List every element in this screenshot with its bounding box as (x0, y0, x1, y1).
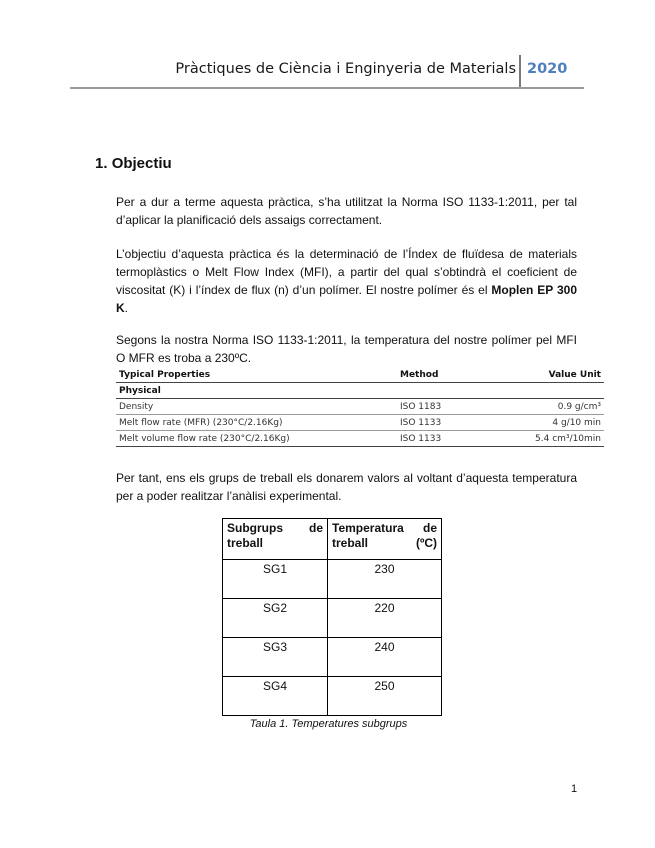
header-year: 2020 (527, 61, 568, 77)
polymer-name: Moplen EP 300 K (116, 283, 577, 315)
header-subgroups: Subgrups de treball (223, 519, 328, 560)
table-row (223, 599, 442, 638)
paragraph-3: Segons la nostra Norma ISO 1133-1:2011, la temperatura del nostre polímer pel MFI O MFR es troba a 230ºC. (116, 333, 577, 365)
property-method: ISO 1133 (397, 415, 503, 431)
property-name: Density (116, 399, 397, 415)
table-row (116, 399, 604, 415)
header-rule (70, 87, 584, 89)
property-value: 0.9 g/cm³ (503, 399, 604, 415)
table-row (223, 638, 442, 677)
subgroup-cell: SG2 (223, 599, 328, 638)
table-row (116, 431, 604, 447)
header-title: Pràctiques de Ciència i Enginyeria de Materials (175, 61, 516, 77)
properties-group-row (116, 383, 604, 399)
header-separator (519, 55, 521, 88)
table-caption: Taula 1. Temperatures subgrups (249, 718, 408, 730)
temperature-cell: 240 (328, 638, 442, 677)
table-row (223, 677, 442, 716)
table-row (116, 415, 604, 431)
properties-header-row (116, 367, 604, 383)
properties-header-property: Typical Properties (116, 367, 397, 383)
property-value: 5.4 cm³/10min (503, 431, 604, 447)
property-method: ISO 1133 (397, 431, 503, 447)
subgroup-cell: SG4 (223, 677, 328, 716)
paragraph-4: Per tant, ens els grups de treball els donarem valors al voltant d’aquesta temperatura per a poder realitzar l’anàlisi experimental. (116, 471, 577, 503)
typical-properties-table (116, 367, 604, 447)
section-number: 1. (95, 155, 108, 172)
temperature-cell: 220 (328, 599, 442, 638)
subgroup-cell: SG1 (223, 560, 328, 599)
paragraph-1: Per a dur a terme aquesta pràctica, s’ha utilitzat la Norma ISO 1133-1:2011, per tal d’aplicar la planificació dels assaigs correctament. (116, 195, 577, 227)
paragraph-2-end: . (124, 301, 129, 315)
properties-header-value: Value Unit (503, 367, 604, 383)
section-heading (95, 155, 172, 172)
property-value: 4 g/10 min (503, 415, 604, 431)
temperature-header-row (223, 519, 442, 560)
temperature-cell: 250 (328, 677, 442, 716)
temperature-cell: 230 (328, 560, 442, 599)
property-name: Melt flow rate (MFR) (230°C/2.16Kg) (116, 415, 397, 431)
properties-header-method: Method (397, 367, 503, 383)
properties-group-label: Physical (116, 383, 604, 399)
property-name: Melt volume flow rate (230°C/2.16Kg) (116, 431, 397, 447)
subgroup-cell: SG3 (223, 638, 328, 677)
property-method: ISO 1183 (397, 399, 503, 415)
page-number: 1 (571, 783, 578, 795)
header-temperature: Temperatura de treball (ºC) (328, 519, 442, 560)
section-title: Objectiu (111, 155, 172, 172)
paragraph-2 (116, 245, 577, 317)
table-row (223, 560, 442, 599)
temperature-table (222, 518, 442, 716)
paragraph-2-text: L’objectiu d’aquesta pràctica és la determinació de l’Índex de fluïdesa de materials termoplàstics o Melt Flow Index (MFI), a partir del qual s’obtindrà el coeficient de viscositat (K) i l’índex de flux (n) d’un polímer. El nostre polímer és el (116, 247, 577, 297)
